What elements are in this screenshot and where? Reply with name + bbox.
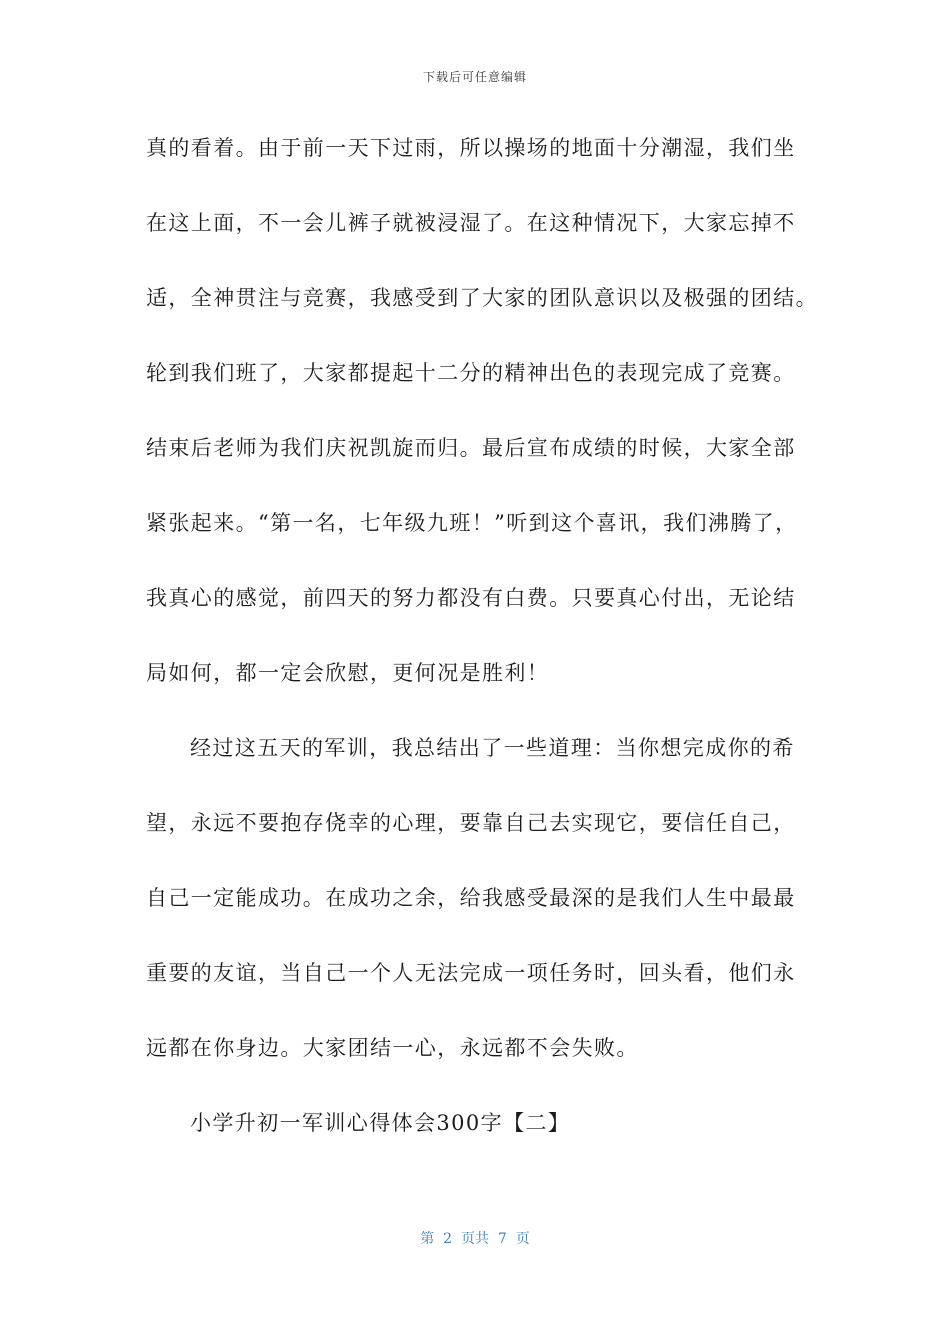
section-heading: 小学升初一军训心得体会300字【二】 xyxy=(190,1111,571,1135)
text-line: 望，永远不要抱存侥幸的心理，要靠自己去实现它，要信任自己， xyxy=(146,811,796,835)
text-line: 结束后老师为我们庆祝凯旋而归。最后宣布成绩的时候，大家全部 xyxy=(146,436,796,460)
paragraph-start-line: 经过这五天的军训，我总结出了一些道理：当你想完成你的希 xyxy=(190,736,795,760)
text-line: 真的看着。由于前一天下过雨，所以操场的地面十分潮湿，我们坐 xyxy=(146,136,796,160)
page-number-footer: 第 2 页共 7 页 xyxy=(420,1231,530,1247)
header-note: 下载后可任意编辑 xyxy=(422,70,527,84)
text-line: 轮到我们班了，大家都提起十二分的精神出色的表现完成了竞赛。 xyxy=(146,361,796,385)
text-line: 远都在你身边。大家团结一心，永远都不会失败。 xyxy=(146,1036,639,1060)
text-line: 适，全神贯注与竞赛，我感受到了大家的团队意识以及极强的团结。 xyxy=(146,286,818,310)
text-line: 紧张起来。“第一名，七年级九班！”听到这个喜讯，我们沸腾了， xyxy=(146,511,798,535)
text-line: 局如何，都一定会欣慰，更何况是胜利！ xyxy=(146,661,550,685)
text-line: 重要的友谊，当自己一个人无法完成一项任务时，回头看，他们永 xyxy=(146,961,796,985)
text-line: 在这上面，不一会儿裤子就被浸湿了。在这种情况下，大家忘掉不 xyxy=(146,211,796,235)
document-body xyxy=(146,126,816,1176)
text-line: 自己一定能成功。在成功之余，给我感受最深的是我们人生中最最 xyxy=(146,886,796,910)
text-line: 我真心的感觉，前四天的努力都没有白费。只要真心付出，无论结 xyxy=(146,586,796,610)
